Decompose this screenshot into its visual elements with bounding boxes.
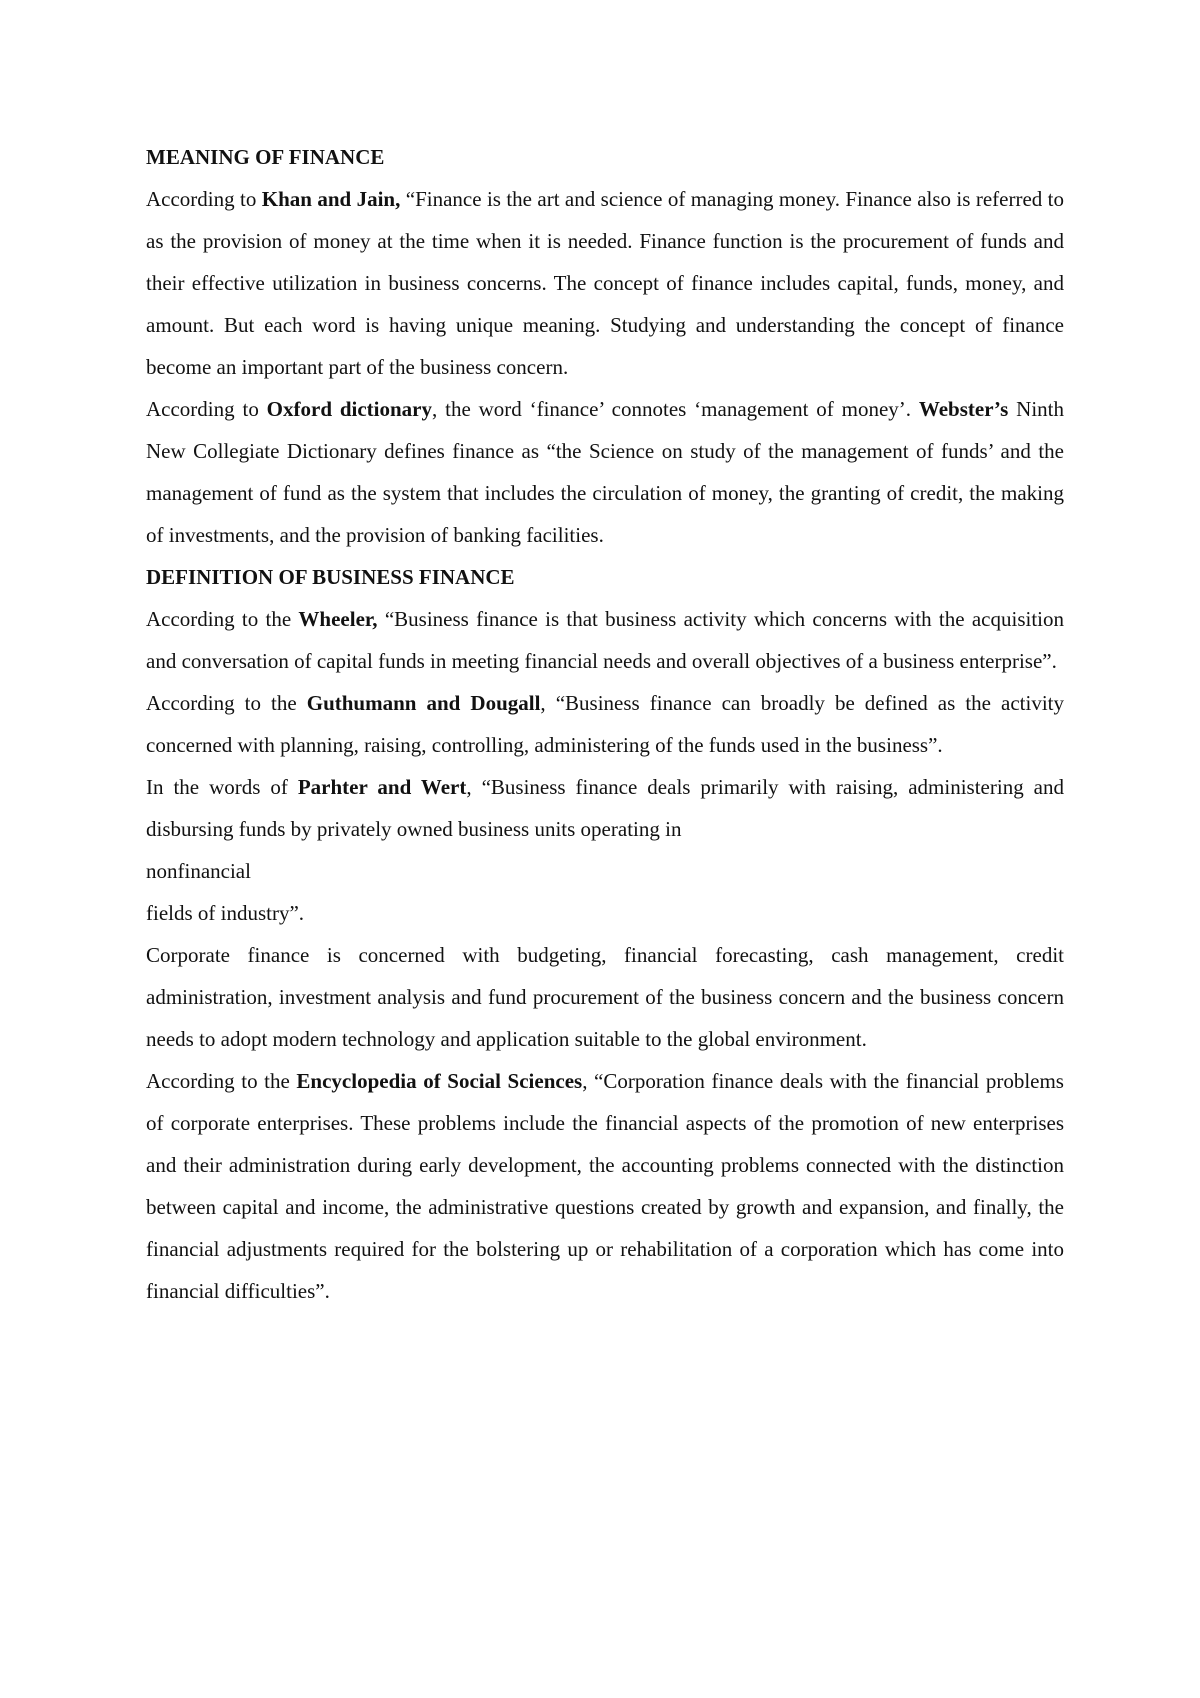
source-websters: Webster’s	[918, 397, 1009, 421]
author-guthumann-dougall: Guthumann and Dougall	[306, 691, 541, 715]
paragraph-oxford-webster: According to Oxford dictionary, the word ‘finance’ connotes ‘management of money’. Webster’s Ninth New Collegiate Dictionary defines finance as “the Science on study of the management of funds’ and the management of fund as the system that includes the circulation of money, the granting of credit, the making of investments, and the provision of banking facilities.	[146, 397, 1064, 547]
paragraph-wheeler: According to the Wheeler, “Business finance is that business activity which concerns with the acquisition and conversation of capital funds in meeting financial needs and overall objectives of a business enterprise”.	[146, 607, 1064, 673]
paragraph-guthumann-dougall: According to the Guthumann and Dougall, “Business finance can broadly be defined as the activity concerned with planning, raising, controlling, administering of the funds used in the business”.	[146, 691, 1065, 757]
paragraph-khan-jain: According to Khan and Jain, “Finance is the art and science of managing money. Finance also is referred to as the provision of money at the time when it is needed. Finance function is the procurement of funds and their effective utilization in business concerns. The concept of finance includes capital, funds, money, and amount. But each word is having unique meaning. Studying and understanding the concept of finance become an important part of the business concern.	[146, 187, 1064, 379]
paragraph-parhter-wert: In the words of Parhter and Wert, “Business finance deals primarily with raising, administering and disbursing funds by privately owned business units operating in	[146, 775, 1064, 841]
document-page	[146, 136, 1064, 1312]
source-oxford-dictionary: Oxford dictionary	[266, 397, 433, 421]
section-heading-meaning: MEANING OF FINANCE	[146, 145, 385, 169]
author-khan-jain: Khan and Jain,	[261, 187, 401, 211]
paragraph-parhter-wert-line2: nonfinancial	[146, 859, 251, 883]
paragraph-corporate-finance: Corporate finance is concerned with budgeting, financial forecasting, cash management, credit administration, investment analysis and fund procurement of the business concern and the business concern needs to adopt modern technology and application suitable to the global environment.	[146, 943, 1064, 1051]
author-wheeler: Wheeler,	[298, 607, 378, 631]
author-parhter-wert: Parhter and Wert	[297, 775, 467, 799]
section-heading-business-finance: DEFINITION OF BUSINESS FINANCE	[146, 565, 515, 589]
paragraph-parhter-wert-line3: fields of industry”.	[146, 901, 305, 925]
source-encyclopedia-social-sciences: Encyclopedia of Social Sciences	[296, 1069, 583, 1093]
paragraph-encyclopedia: According to the Encyclopedia of Social Sciences, “Corporation finance deals with the financial problems of corporate enterprises. These problems include the financial aspects of the promotion of new enterprises and their administration during early development, the accounting problems connected with the distinction between capital and income, the administrative questions created by growth and expansion, and finally, the financial adjustments required for the bolstering up or rehabilitation of a corporation which has come into financial difficulties”.	[146, 1069, 1064, 1303]
